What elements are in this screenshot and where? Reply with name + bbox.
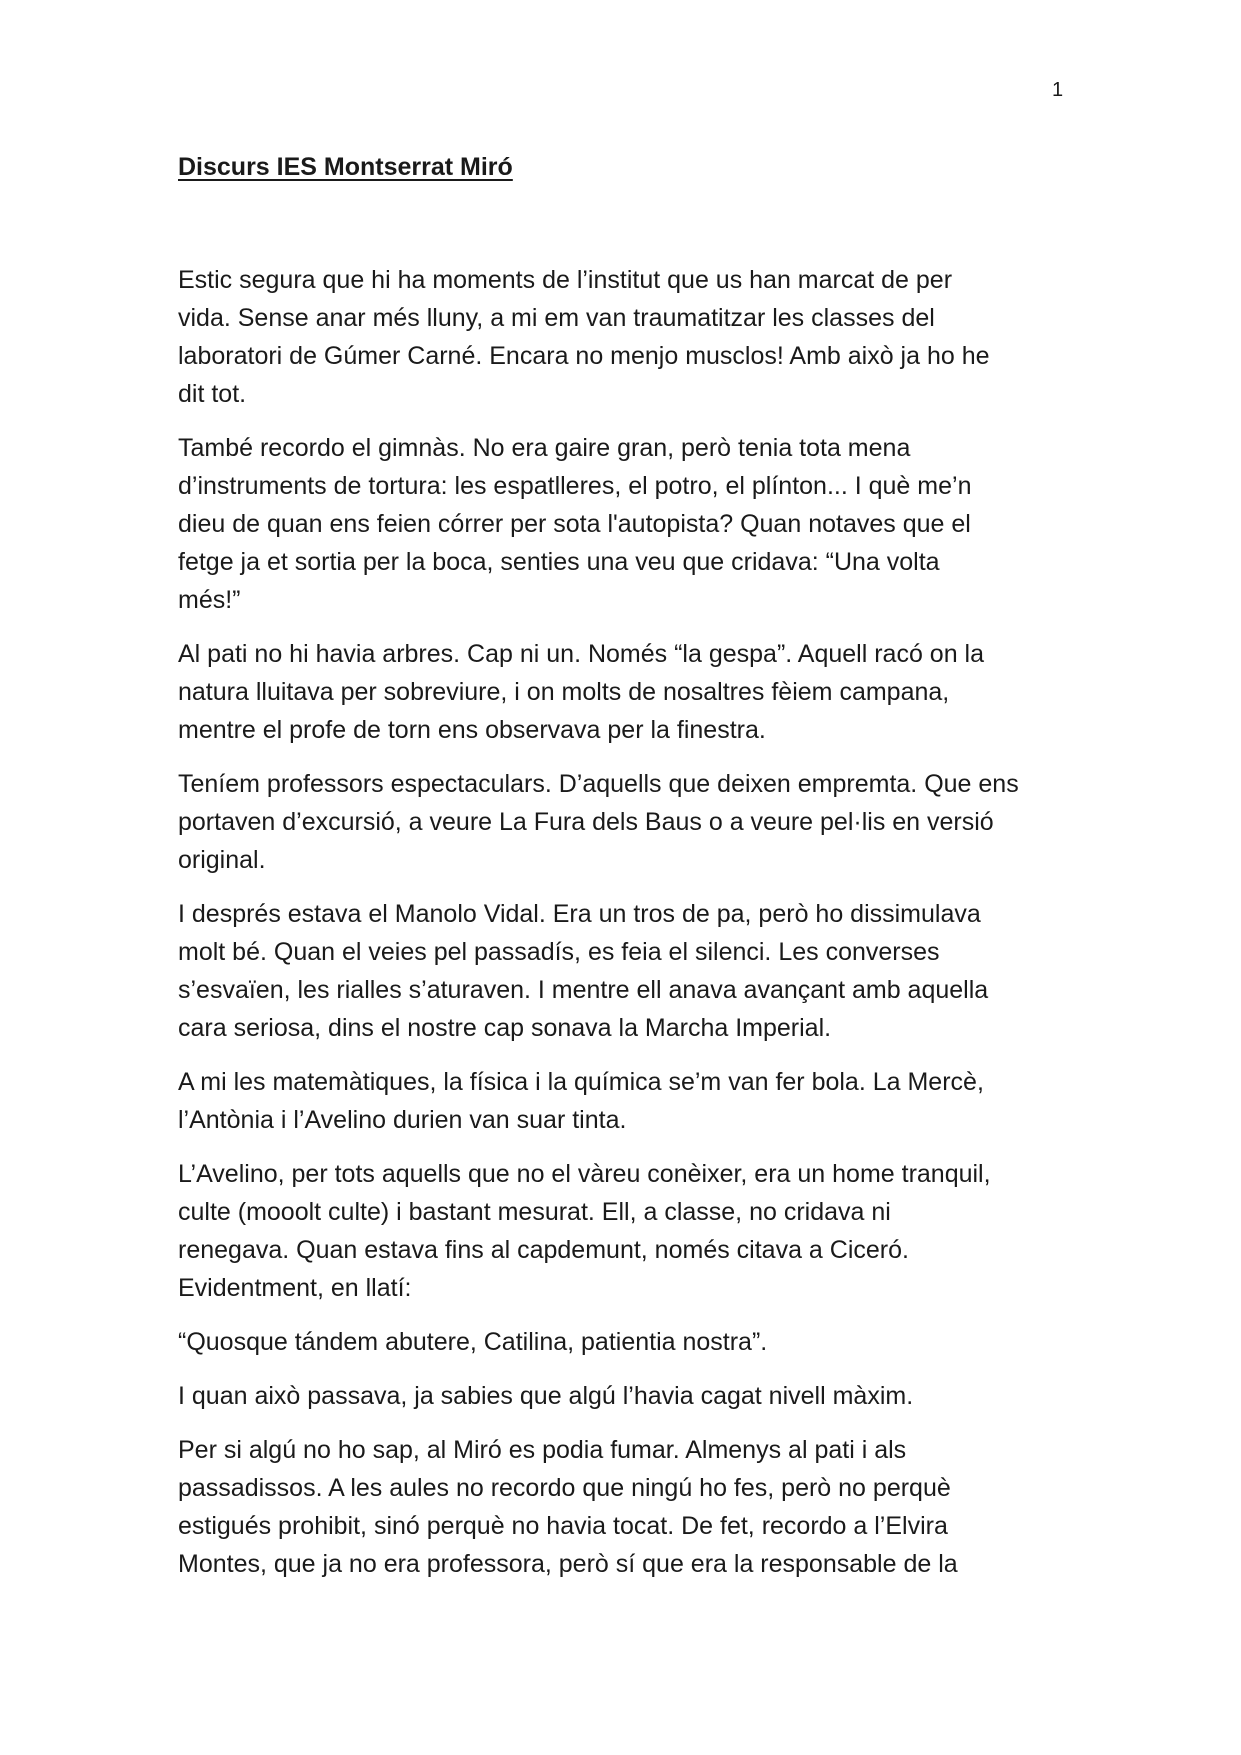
text-line: més!” [178, 586, 241, 614]
text-line: Per si algú no ho sap, al Miró es podia fumar. Almenys al pati i als [178, 1436, 907, 1464]
text-line: estigués prohibit, sinó perquè no havia tocat. De fet, recordo a l’Elvira [178, 1512, 948, 1540]
text-line: dit tot. [178, 380, 247, 408]
text-line: A mi les matemàtiques, la física i la química se’m van fer bola. La Mercè, [178, 1068, 984, 1096]
text-line: passadissos. A les aules no recordo que ningú ho fes, però no perquè [178, 1474, 951, 1502]
paragraph [178, 429, 1078, 619]
text-line: molt bé. Quan el veies pel passadís, es feia el silenci. Les converses [178, 938, 940, 966]
text-line: I després estava el Manolo Vidal. Era un tros de pa, però ho dissimulava [178, 900, 981, 928]
text-line: fetge ja et sortia per la boca, senties una veu que cridava: “Una volta [178, 548, 940, 576]
text-line: laboratori de Gúmer Carné. Encara no menjo musclos! Amb això ja ho he [178, 342, 990, 370]
text-line: dieu de quan ens feien córrer per sota l'autopista? Quan notaves que el [178, 510, 971, 538]
text-line: Teníem professors espectaculars. D’aquells que deixen empremta. Que ens [178, 770, 1019, 798]
text-line: L’Avelino, per tots aquells que no el vàreu conèixer, era un home tranquil, [178, 1160, 991, 1188]
text-line: “Quosque tándem abutere, Catilina, patientia nostra”. [178, 1328, 768, 1356]
text-line: s’esvaïen, les rialles s’aturaven. I mentre ell anava avançant amb aquella [178, 976, 989, 1004]
text-line: natura lluitava per sobreviure, i on molts de nosaltres fèiem campana, [178, 678, 950, 706]
document-body [178, 261, 1078, 1599]
paragraph [178, 1431, 1078, 1583]
paragraph [178, 1155, 1078, 1307]
paragraph [178, 1063, 1078, 1139]
text-line: original. [178, 846, 266, 874]
page-number: 1 [1052, 79, 1064, 101]
text-line: cara seriosa, dins el nostre cap sonava la Marcha Imperial. [178, 1014, 832, 1042]
paragraph [178, 635, 1078, 749]
text-line: Montes, que ja no era professora, però sí que era la responsable de la [178, 1550, 958, 1578]
text-line: Estic segura que hi ha moments de l’institut que us han marcat de per [178, 266, 953, 294]
text-line: vida. Sense anar més lluny, a mi em van traumatitzar les classes del [178, 304, 935, 332]
text-line: Al pati no hi havia arbres. Cap ni un. Només “la gespa”. Aquell racó on la [178, 640, 985, 668]
text-line: d’instruments de tortura: les espatlleres, el potro, el plínton... I què me’n [178, 472, 972, 500]
text-line: També recordo el gimnàs. No era gaire gran, però tenia tota mena [178, 434, 911, 462]
text-line: Evidentment, en llatí: [178, 1274, 412, 1302]
text-line: l’Antònia i l’Avelino durien van suar tinta. [178, 1106, 627, 1134]
text-line: portaven d’excursió, a veure La Fura dels Baus o a veure pel·lis en versió [178, 808, 994, 836]
paragraph [178, 895, 1078, 1047]
text-line: mentre el profe de torn ens observava per la finestra. [178, 716, 766, 744]
document-title: Discurs IES Montserrat Miró [178, 153, 513, 181]
paragraph [178, 261, 1078, 413]
paragraph [178, 1323, 1078, 1361]
text-line: I quan això passava, ja sabies que algú l’havia cagat nivell màxim. [178, 1382, 914, 1410]
text-line: renegava. Quan estava fins al capdemunt, només citava a Ciceró. [178, 1236, 909, 1264]
paragraph [178, 765, 1078, 879]
text-line: culte (mooolt culte) i bastant mesurat. Ell, a classe, no cridava ni [178, 1198, 891, 1226]
paragraph [178, 1377, 1078, 1415]
